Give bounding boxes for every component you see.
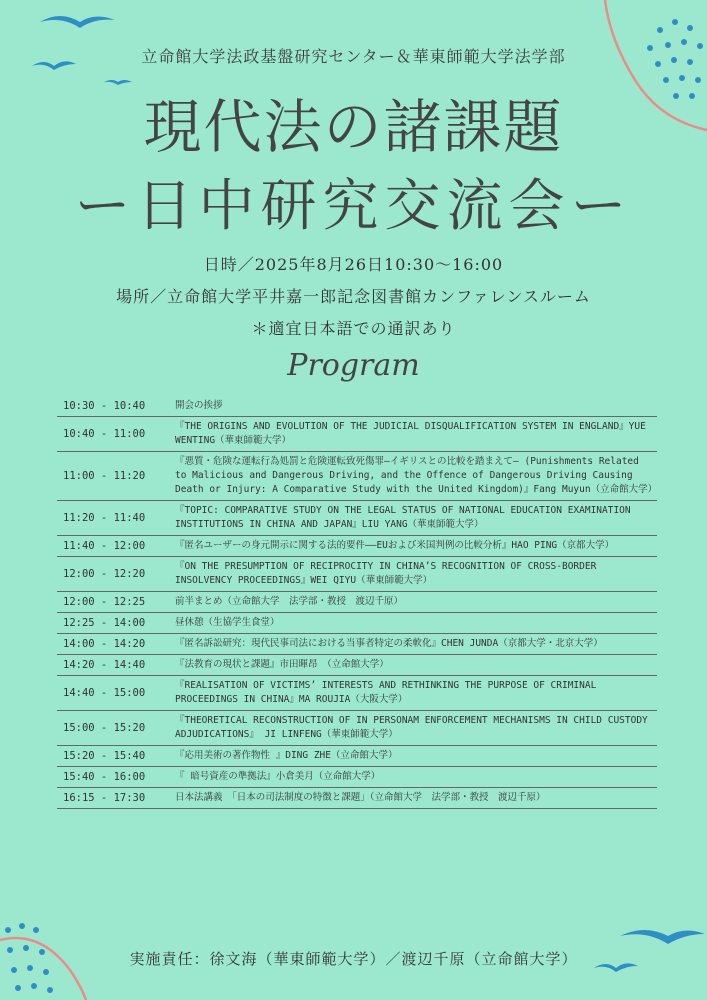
schedule-time: 11:40 - 12:00 bbox=[57, 536, 175, 557]
schedule-row bbox=[57, 417, 657, 452]
organizer-text: 立命館大学法政基盤研究センター＆華東師範大学法学部 bbox=[141, 47, 566, 66]
schedule-time: 11:20 - 11:40 bbox=[57, 501, 175, 536]
schedule-time: 11:00 - 11:20 bbox=[57, 452, 175, 501]
schedule-description: 『THEORETICAL RECONSTRUCTION OF IN PERSONAM ENFORCEMENT MECHANISMS IN CHILD CUSTODY ADJUDICATIONS』 JI LINFENG（華東師範大学） bbox=[175, 711, 657, 746]
venue-text: 場所／立命館大学平井嘉一郎記念図書館カンファレンスルーム bbox=[116, 287, 591, 306]
schedule-time: 16:15 - 17:30 bbox=[57, 788, 175, 809]
schedule-description: 『 暗号資産の準拠法』小倉美月（立命館大学） bbox=[175, 767, 657, 788]
schedule-time: 14:00 - 14:20 bbox=[57, 634, 175, 655]
schedule-time: 10:40 - 11:00 bbox=[57, 417, 175, 452]
datetime-text: 日時／2025年8月26日10:30〜16:00 bbox=[203, 255, 504, 274]
schedule-description: 『悪質・危険な運転行為処罰と危険運転致死傷罪―イギリスとの比較を踏まえて― (Punishments Related to Malicious and Dangerous Driving, and the Offence of Dangerous Driving Causing Death or Injury: A Comparative Study with the United Kingdom)』Fang Muyun（立命館大学） bbox=[175, 452, 657, 501]
footer-responsible: 実施責任：徐文海（華東師範大学）／渡辺千原（立命館大学） bbox=[129, 950, 578, 968]
schedule-description: 『ON THE PRESUMPTION OF RECIPROCITY IN CHINA’S RECOGNITION OF CROSS-BORDER INSOLVENCY PROCEEDINGS』WEI QIYU（華東師範大学） bbox=[175, 557, 657, 592]
schedule-time: 12:25 - 14:00 bbox=[57, 613, 175, 634]
schedule-row bbox=[57, 788, 657, 809]
schedule-time: 14:40 - 15:00 bbox=[57, 676, 175, 711]
interpretation-note: ＊適宜日本語での通訳あり bbox=[251, 319, 456, 338]
schedule-row bbox=[57, 767, 657, 788]
schedule-row bbox=[57, 711, 657, 746]
schedule-description: 日本法講義 「日本の司法制度の特徴と課題」（立命館大学 法学部・教授 渡辺千原） bbox=[175, 788, 657, 809]
page-title: 現代法の諸課題 bbox=[143, 93, 564, 161]
schedule-row bbox=[57, 746, 657, 767]
schedule-row bbox=[57, 452, 657, 501]
schedule-row bbox=[57, 501, 657, 536]
schedule-row bbox=[57, 557, 657, 592]
schedule-time: 12:00 - 12:25 bbox=[57, 592, 175, 613]
schedule-description: 前半まとめ（立命館大学 法学部・教授 渡辺千原） bbox=[175, 592, 657, 613]
schedule-time: 12:00 - 12:20 bbox=[57, 557, 175, 592]
schedule-time: 15:20 - 15:40 bbox=[57, 746, 175, 767]
schedule-row bbox=[57, 634, 657, 655]
schedule-row bbox=[57, 655, 657, 676]
schedule-description: 開会の挨拶 bbox=[175, 396, 657, 417]
schedule-time: 15:00 - 15:20 bbox=[57, 711, 175, 746]
schedule-time: 15:40 - 16:00 bbox=[57, 767, 175, 788]
schedule-description: 昼休憩（生協学生食堂） bbox=[175, 613, 657, 634]
schedule-time: 14:20 - 14:40 bbox=[57, 655, 175, 676]
schedule-row bbox=[57, 592, 657, 613]
schedule-description: 『応用美術の著作物性 』DING ZHE（立命館大学） bbox=[175, 746, 657, 767]
schedule-description: 『THE ORIGINS AND EVOLUTION OF THE JUDICIAL DISQUALIFICATION SYSTEM IN ENGLAND』YUE WENTING（華東師範大学） bbox=[175, 417, 657, 452]
schedule-row bbox=[57, 396, 657, 417]
schedule-description: 『匿名訴訟研究：現代民事司法における当事者特定の柔軟化』CHEN JUNDA（京都大学・北京大学） bbox=[175, 634, 657, 655]
schedule-time: 10:30 - 10:40 bbox=[57, 396, 175, 417]
schedule-description: 『匿名ユーザーの身元開示に関する法的要件――EUおよび米国判例の比較分析』HAO PING（京都大学） bbox=[175, 536, 657, 557]
program-heading: Program bbox=[287, 348, 420, 383]
schedule-row bbox=[57, 613, 657, 634]
schedule-table bbox=[57, 396, 657, 809]
page-subtitle: ー日中研究交流会ー bbox=[74, 174, 633, 239]
schedule-description: 『TOPIC: COMPARATIVE STUDY ON THE LEGAL STATUS OF NATIONAL EDUCATION EXAMINATION INSTITUTIONS IN CHINA AND JAPAN』LIU YANG（華東師範大学） bbox=[175, 501, 657, 536]
schedule-row bbox=[57, 676, 657, 711]
schedule-row bbox=[57, 536, 657, 557]
schedule-description: 『REALISATION OF VICTIMS’ INTERESTS AND RETHINKING THE PURPOSE OF CRIMINAL PROCEEDINGS IN CHINA』MA ROUJIA（大阪大学） bbox=[175, 676, 657, 711]
schedule-description: 『法教育の現状と課題』市田暉昂 （立命館大学） bbox=[175, 655, 657, 676]
